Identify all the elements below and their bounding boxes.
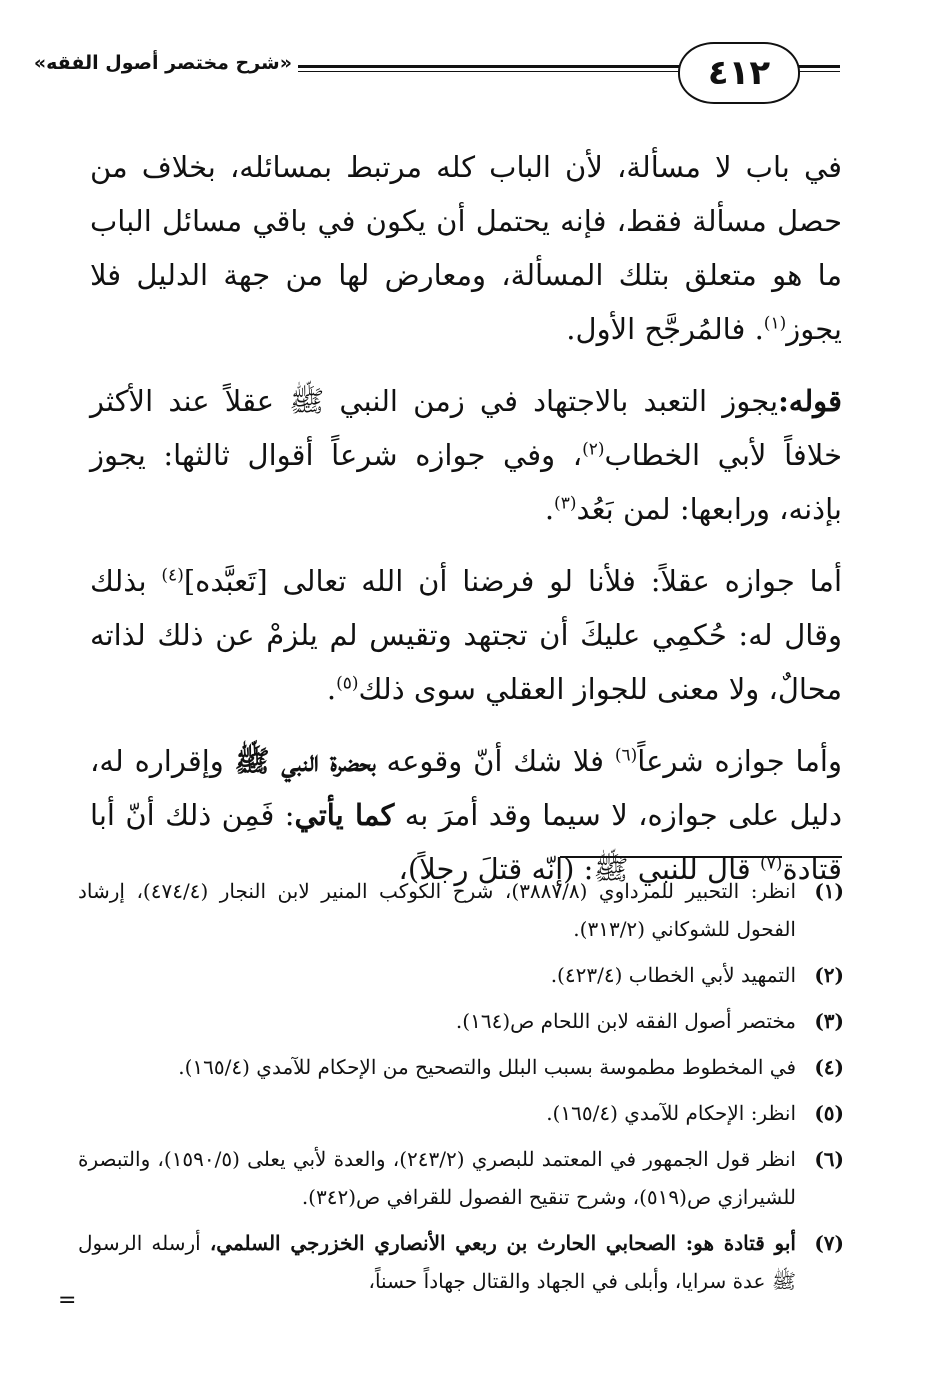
paragraph-3-text-b: بذلك وقال له: حُكمِي عليكَ أن تجتهد وتقيس لم يلزمْ عن ذلك لذاته محالٌ، ولا معنى للجواز العقلي سوى ذلك: [90, 564, 842, 706]
header-rule-left: [298, 65, 700, 72]
footnote-1: [78, 872, 844, 948]
footnote-separator: [560, 856, 842, 858]
footnote-text: أرسله الرسول ﷺ عدة سرايا، وأبلى في الجهاد والقتال جهاداً حسناً،: [78, 1231, 796, 1293]
footnote-ref-6[interactable]: (٦): [614, 745, 638, 766]
paragraph-1: [90, 140, 842, 356]
paragraph-2: [90, 374, 842, 536]
main-text: [90, 140, 842, 914]
footnote-lead: أبو قتادة هو: الصحابي الحارث بن ربعي الأنصاري الخزرجي السلمي،: [209, 1231, 796, 1255]
footnote-number: (٤): [814, 1055, 844, 1079]
paragraph-3: [90, 554, 842, 716]
paragraph-1-end: . فالمُرجَّح الأول.: [566, 312, 764, 346]
paragraph-1-text: في باب لا مسألة، لأن الباب كله مرتبط بمسائله، بخلاف من حصل مسألة فقط، فإنه يحتمل أن يكون في باقي مسائل الباب ما هو متعلق بتلك المسألة، ومعارض لها من جهة الدليل فلا يجوز: [90, 150, 842, 346]
footnote-4: [78, 1048, 844, 1086]
footnote-ref-2[interactable]: (٢): [582, 439, 605, 460]
footnote-number: (٦): [814, 1147, 844, 1171]
paragraph-4-text-a: وأما جوازه شرعاً: [637, 744, 842, 778]
paragraph-2-lead: قوله:: [778, 384, 842, 418]
footnote-3: [78, 1002, 844, 1040]
footnote-6: [78, 1140, 844, 1216]
footnote-ref-3[interactable]: (٣): [554, 493, 577, 514]
paragraph-3-end: .: [326, 672, 337, 706]
paragraph-4-text-d: : فَمِن ذلك أنّ أبا قتادة: [90, 798, 842, 886]
paragraph-4-bold-1: بحضرة النبي ﷺ: [234, 744, 376, 778]
page-number: ٤١٢: [678, 42, 800, 104]
footnote-text: التمهيد لأبي الخطاب (٤٢٣/٤).: [550, 963, 796, 987]
footnote-number: (٥): [814, 1101, 844, 1125]
footnote-text: انظر: التحبير للمرداوي (٣٨٨٧/٨)، شرح الكوكب المنير لابن النجار (٤٧٤/٤)، إرشاد الفحول للشوكاني (٣١٣/٢).: [78, 879, 796, 941]
page-header: [33, 38, 840, 112]
footnote-text: مختصر أصول الفقه لابن اللحام ص(١٦٤).: [455, 1009, 796, 1033]
paragraph-3-text-a: أما جوازه عقلاً: فلأنا لو فرضنا أن الله تعالى [تَعبَّده]: [183, 564, 842, 598]
paragraph-4-text-b: فلا شك أنّ وقوعه: [375, 744, 615, 778]
paragraph-4-text-c: وإقراره له، دليل على جوازه، لا سيما وقد أمرَ به: [90, 744, 842, 832]
footnote-text: انظر قول الجمهور في المعتمد للبصري (٢٤٣/٢)، والعدة لأبي يعلى (١٥٩٠/٥)، والتبصرة للشيرازي ص(٥١٩)، وشرح تنقيح الفصول للقرافي ص(٣٤٢).: [78, 1147, 796, 1209]
footnote-ref-7[interactable]: (٧): [760, 853, 783, 874]
footnote-2: [78, 956, 844, 994]
paragraph-4-text-e: قال للنبي ﷺ: (إنّه قتلَ رجلاً)،: [398, 852, 761, 886]
continuation-mark: =: [58, 1288, 77, 1313]
footnote-5: [78, 1094, 844, 1132]
paragraph-2-text-a: يجوز التعبد بالاجتهاد في زمن النبي ﷺ عقلاً عند الأكثر خلافاً لأبي الخطاب: [90, 384, 842, 472]
footnote-number: (٣): [814, 1009, 844, 1033]
footnote-text: انظر: الإحكام للآمدي (١٦٥/٤).: [546, 1101, 796, 1125]
footnote-number: (٢): [814, 963, 844, 987]
footnote-ref-5[interactable]: (٥): [336, 673, 359, 694]
footnote-number: (٧): [814, 1231, 844, 1255]
footnote-number: (١): [814, 879, 844, 903]
footnote-7: [78, 1224, 844, 1300]
running-title: «شرح مختصر أصول الفقه»: [33, 52, 292, 74]
footnote-ref-1[interactable]: (١): [763, 313, 787, 334]
paragraph-2-text-b: ، وفي جوازه شرعاً أقوال ثالثها: يجوز بإذنه، ورابعها: لمن بَعُد: [90, 438, 842, 526]
paragraph-4-bold-2: كما يأتي: [294, 798, 395, 832]
footnotes: [78, 872, 844, 1308]
paragraph-2-end: .: [544, 492, 555, 526]
footnote-ref-4[interactable]: (٤): [161, 565, 184, 586]
footnote-text: في المخطوط مطموسة بسبب البلل والتصحيح من الإحكام للآمدي (١٦٥/٤).: [178, 1055, 796, 1079]
